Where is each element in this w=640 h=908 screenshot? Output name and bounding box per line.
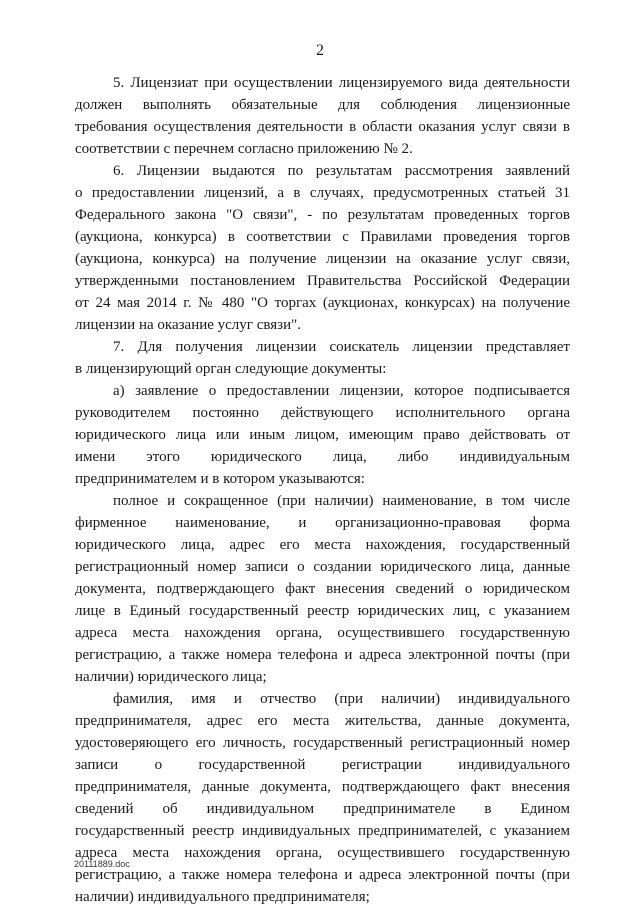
document-body	[75, 72, 570, 908]
page-number: 2	[316, 42, 324, 59]
text-line: предпринимателя, данные документа, подтверждающего факт внесения	[75, 779, 570, 795]
text-line: предпринимателя, адрес его места жительства, данные документа,	[75, 713, 570, 729]
text-line: документа, подтверждающего факт внесения сведений о юридическом	[75, 581, 570, 597]
text-line: о предоставлении лицензий, а в случаях, предусмотренных статьей 31	[75, 185, 570, 201]
text-line: регистрацию, а также номера телефона и адреса электронной почты (при	[75, 647, 570, 663]
paragraph-p7a	[75, 380, 570, 490]
text-line: 7. Для получения лицензии соискатель лицензии представляет	[113, 339, 570, 355]
text-line: лице в Единый государственный реестр юридических лиц, с указанием	[75, 603, 570, 619]
text-line: государственный реестр индивидуальных предпринимателей, с указанием	[75, 823, 570, 839]
paragraph-p7	[75, 336, 570, 380]
text-line: (аукциона, конкурса) в соответствии с Правилами проведения торгов	[75, 229, 570, 245]
text-line: а) заявление о предоставлении лицензии, которое подписывается	[113, 383, 570, 399]
text-line: записи о государственной регистрации индивидуального	[75, 757, 570, 773]
text-line: должен выполнять обязательные для соблюдения лицензионные	[75, 97, 570, 113]
text-line: от 24 мая 2014 г. № 480 "О торгах (аукционах, конкурсах) на получение	[75, 295, 570, 311]
text-line: имени этого юридического лица, либо индивидуальным	[75, 449, 570, 465]
text-line: соответствии с перечнем согласно приложению № 2.	[75, 141, 413, 157]
text-line: регистрационный номер записи о создании юридического лица, данные	[75, 559, 570, 575]
text-line: в лицензирующий орган следующие документы:	[75, 361, 387, 377]
text-line: руководителем постоянно действующего исполнительного органа	[75, 405, 570, 421]
text-line: фамилия, имя и отчество (при наличии) индивидуального	[113, 691, 570, 707]
text-line: лицензии на оказание услуг связи".	[75, 317, 301, 333]
paragraph-p6	[75, 160, 570, 336]
text-line: требования осуществления деятельности в области оказания услуг связи в	[75, 119, 570, 135]
text-line: наличии) юридического лица;	[75, 669, 267, 685]
text-line: Федерального закона "О связи", - по результатам проведенных торгов	[75, 207, 570, 223]
text-line: (аукциона, конкурса) на получение лицензии на оказание услуг связи,	[75, 251, 570, 267]
text-line: удостоверяющего его личность, государственный регистрационный номер	[75, 735, 570, 751]
paragraph-p7a1	[75, 490, 570, 688]
footer-filename: 20111889.doc	[74, 859, 130, 869]
paragraph-p5	[75, 72, 570, 160]
text-line: фирменное наименование, и организационно-правовая форма	[75, 515, 570, 531]
text-line: 5. Лицензиат при осуществлении лицензируемого вида деятельности	[113, 75, 570, 91]
text-line: адреса места нахождения органа, осуществившего государственную	[75, 625, 570, 641]
text-line: наличии) индивидуального предпринимателя;	[75, 889, 370, 905]
text-line: юридического лица или иным лицом, имеющим право действовать от	[75, 427, 570, 443]
text-line: предпринимателем и в котором указываются:	[75, 471, 365, 487]
text-line: адреса места нахождения органа, осуществившего государственную	[75, 845, 570, 861]
text-line: сведений об индивидуальном предпринимателе в Едином	[75, 801, 570, 817]
text-line: регистрацию, а также номера телефона и адреса электронной почты (при	[75, 867, 570, 883]
paragraph-p7a2	[75, 688, 570, 908]
text-line: 6. Лицензии выдаются по результатам рассмотрения заявлений	[113, 163, 570, 179]
text-line: юридического лица, адрес его места нахождения, государственный	[75, 537, 570, 553]
text-line: полное и сокращенное (при наличии) наименование, в том числе	[113, 493, 570, 509]
text-line: утвержденными постановлением Правительства Российской Федерации	[75, 273, 570, 289]
